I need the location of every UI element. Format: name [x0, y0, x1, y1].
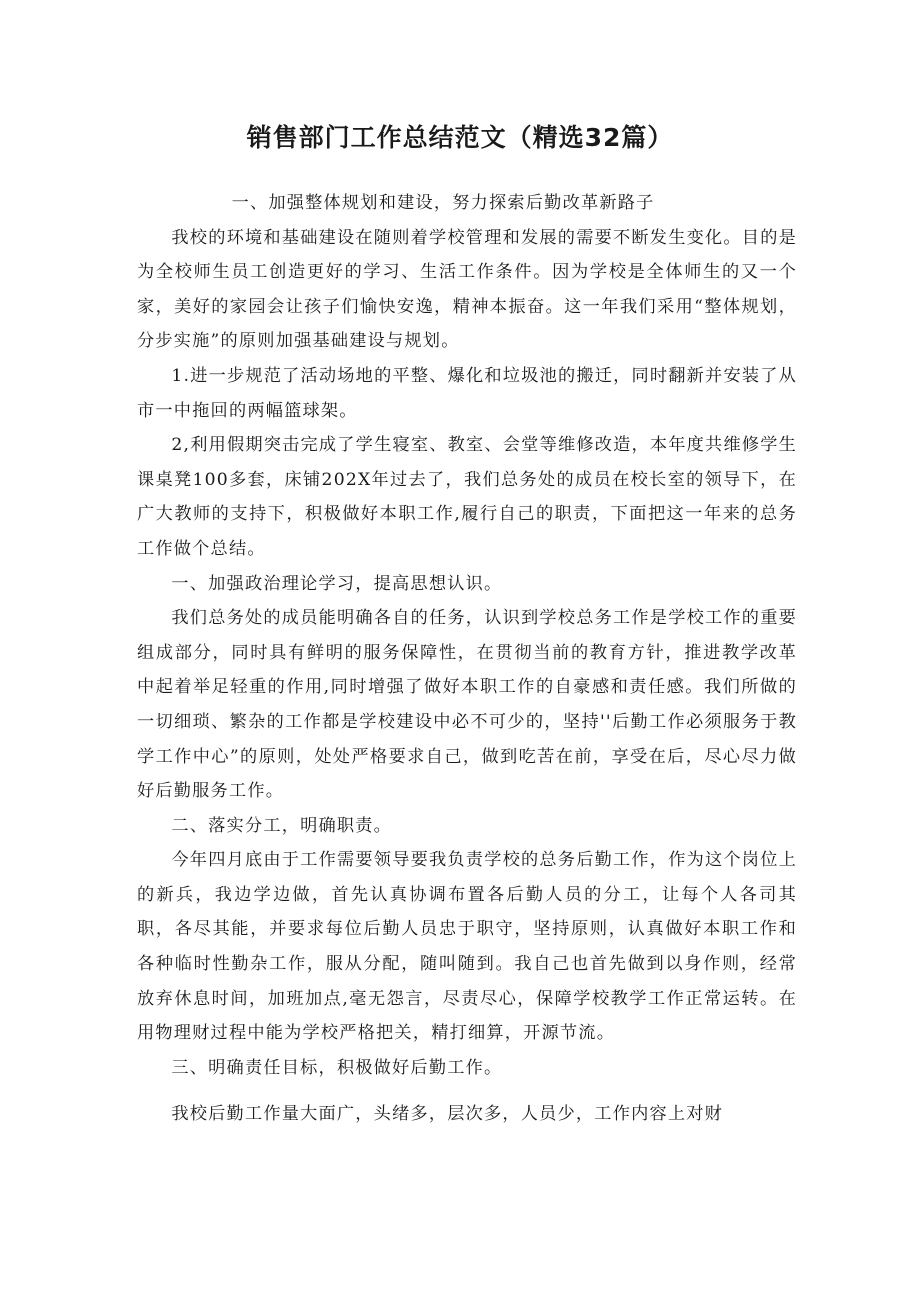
section-heading: 一、加强整体规划和建设，努力探索后勤改革新路子: [231, 193, 655, 213]
paragraph: 我们总务处的成员能明确各自的任务，认识到学校总务工作是学校工作的重要组成部分，同时具有鲜明的服务保障性，在贯彻当前的教育方针，推进教学改革中起着举足轻重的作用,同时增强了做好本职工作的自豪感和责任感。我们所做的一切细琐、繁杂的工作都是学校建设中必不可少的，坚持''后勤工作必须服务于教学工作中心”的原则，处处严格要求自己，做到吃苦在前，享受在后，尽心尽力做好后勤服务工作。: [137, 608, 797, 802]
list-item: 1.进一步规范了活动场地的平整、爆化和垃圾池的搬迁，同时翻新并安装了从市一中拖回的两幅篮球架。: [137, 365, 797, 421]
document-body: [137, 186, 797, 1132]
paragraph: 今年四月底由于工作需要领导要我负责学校的总务后勤工作，作为这个岗位上的新兵，我边学边做，首先认真协调布置各后勤人员的分工，让每个人各司其职，各尽其能，并要求每位后勤人员忠于职守，坚持原则，认真做好本职工作和各种临时性勤杂工作，服从分配，随叫随到。我自己也首先做到以身作则，经常放弃休息时间，加班加点,毫无怨言，尽责尽心，保障学校教学工作正常运转。在用物理财过程中能为学校严格把关，精打细算，开源节流。: [137, 850, 797, 1044]
paragraph: 我校后勤工作量大面广，头绪多，层次多，人员少，工作内容上对财: [171, 1104, 724, 1125]
section-heading: 二、落实分工，明确职责。: [171, 815, 393, 836]
section-heading: 一、加强政治理论学习，提高思想认识。: [171, 573, 503, 594]
paragraph: 我校的环境和基础建设在随则着学校管理和发展的需要不断发生变化。目的是为全校师生员工创造更好的学习、生活工作条件。因为学校是全体师生的又一个家，美好的家园会让孩子们愉快安逸，精神本振奋。这一年我们采用“整体规划，分步实施”的原则加强基础建设与规划。: [137, 227, 797, 352]
list-item: 2,利用假期突击完成了学生寝室、教室、会堂等维修改造，本年度共维修学生课桌凳100多套，床铺202X年过去了，我们总务处的成员在校长室的领导下，在广大教师的支持下，积极做好本职工作,履行自己的职责，下面把这一年来的总务工作做个总结。: [137, 435, 797, 559]
section-heading: 三、明确责任目标，积极做好后勤工作。: [171, 1057, 503, 1078]
document-title: 销售部门工作总结范文（精选32篇）: [246, 123, 674, 152]
